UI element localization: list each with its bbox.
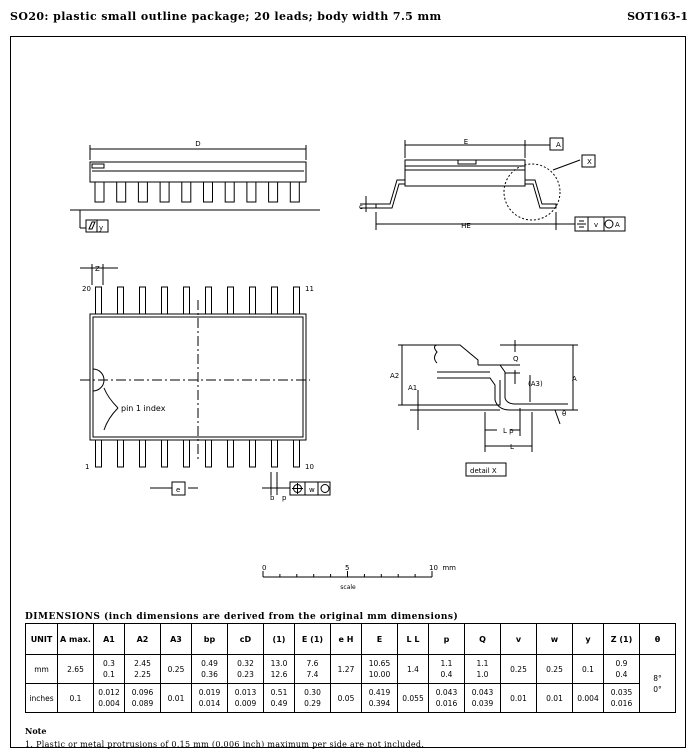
label-b: b	[270, 494, 275, 502]
side-lead	[182, 182, 191, 202]
top-view	[80, 264, 330, 495]
label-c: c	[359, 203, 363, 211]
column-header: A2	[125, 624, 161, 655]
column-header: UNIT	[26, 624, 58, 655]
unit-cell: mm	[26, 655, 58, 684]
note-item: 1. Plastic or metal protrusions of 0.15 mm (0.006 inch) maximum per side are not included.	[25, 740, 425, 749]
top-lead	[206, 287, 212, 314]
top-lead	[228, 287, 234, 314]
column-header: Q	[465, 624, 501, 655]
label-D: D	[195, 140, 201, 148]
table-cell: 0.01	[501, 684, 537, 713]
label-Z: Z	[95, 265, 100, 273]
bottom-lead	[228, 440, 234, 467]
detail-X-view	[398, 340, 578, 476]
top-lead	[250, 287, 256, 314]
table-cell: 10.65 10.00	[362, 655, 398, 684]
scale-caption: scale	[340, 584, 356, 591]
column-header: (1)	[264, 624, 295, 655]
table-cell: 0.012 0.004	[94, 684, 125, 713]
bottom-lead	[96, 440, 102, 467]
table-cell: 0.32 0.23	[228, 655, 264, 684]
end-view	[360, 138, 625, 231]
table-cell: 0.25	[161, 655, 192, 684]
side-lead	[117, 182, 126, 202]
label-p: p	[282, 494, 287, 502]
table-cell: 0.49 0.36	[192, 655, 228, 684]
label-theta: θ	[562, 410, 567, 418]
table-cell: 0.51 0.49	[264, 684, 295, 713]
top-lead	[162, 287, 168, 314]
center-mark-icon	[577, 221, 586, 227]
table-cell: 0.004	[573, 684, 604, 713]
side-lead	[225, 182, 234, 202]
label-A-side: A	[572, 375, 577, 383]
column-header: e H	[331, 624, 362, 655]
side-leads	[95, 182, 299, 202]
table-cell: 0.05	[331, 684, 362, 713]
top-lead	[96, 287, 102, 314]
table-cell: 1.27	[331, 655, 362, 684]
label-E: E	[463, 138, 469, 146]
column-header: E	[362, 624, 398, 655]
package-code: SOT163-1	[627, 10, 688, 23]
column-header: E (1)	[295, 624, 331, 655]
label-pin10: 10	[305, 463, 314, 471]
dimensions-table	[25, 623, 676, 713]
top-lead	[294, 287, 300, 314]
dimensions-title: DIMENSIONS (inch dimensions are derived from the original mm dimensions)	[25, 612, 459, 622]
page-title: SO20: plastic small outline package; 20 leads; body width 7.5 mm	[10, 10, 442, 23]
side-lead	[269, 182, 278, 202]
bottom-lead	[206, 440, 212, 467]
label-v: v	[594, 221, 599, 229]
column-header: y	[573, 624, 604, 655]
label-Lp: L p	[503, 427, 514, 435]
table-cell: 0.419 0.394	[362, 684, 398, 713]
table-cell: 2.45 2.25	[125, 655, 161, 684]
table-cell: 0.01	[161, 684, 192, 713]
bottom-lead	[162, 440, 168, 467]
label-HE: HE	[461, 222, 471, 230]
scale-tick-10: 10 mm	[429, 564, 456, 572]
top-lead	[118, 287, 124, 314]
label-v-ref: A	[615, 221, 620, 229]
label-pin1-index: pin 1 index	[121, 404, 166, 413]
side-lead	[95, 182, 104, 202]
side-body-notch	[92, 164, 104, 168]
column-header: bp	[192, 624, 228, 655]
label-L: L	[510, 443, 514, 451]
column-header: v	[501, 624, 537, 655]
label-detail-X: detail X	[470, 467, 497, 475]
table-cell: 1.4	[398, 655, 429, 684]
scale-tick-5: 5	[345, 564, 350, 572]
top-lead	[272, 287, 278, 314]
column-header: cD	[228, 624, 264, 655]
top-lead	[184, 287, 190, 314]
table-cell: 0.1	[573, 655, 604, 684]
label-X: X	[587, 158, 592, 166]
table-cell: 0.25	[537, 655, 573, 684]
bottom-lead	[250, 440, 256, 467]
side-lead	[138, 182, 147, 202]
table-cell: 0.1	[58, 684, 94, 713]
column-header: A max.	[58, 624, 94, 655]
table-cell: 0.30 0.29	[295, 684, 331, 713]
bottom-lead	[184, 440, 190, 467]
label-pin1: 1	[85, 463, 90, 471]
column-header: A3	[161, 624, 192, 655]
side-lead	[204, 182, 213, 202]
table-cell: 0.25	[501, 655, 537, 684]
table-cell: 13.0 12.6	[264, 655, 295, 684]
table-cell: 0.3 0.1	[94, 655, 125, 684]
label-e: e	[176, 486, 181, 494]
column-header: w	[537, 624, 573, 655]
table-row	[26, 655, 676, 684]
label-w: w	[309, 486, 315, 494]
label-y: y	[99, 224, 104, 232]
label-pin20: 20	[82, 285, 91, 293]
unit-cell: inches	[26, 684, 58, 713]
table-cell: 1.1 1.0	[465, 655, 501, 684]
table-cell: 0.043 0.016	[429, 684, 465, 713]
label-A-box: A	[556, 141, 561, 149]
table-cell: 0.035 0.016	[604, 684, 640, 713]
theta-cell: 8° 0°	[640, 655, 676, 713]
bottom-lead	[140, 440, 146, 467]
table-cell: 0.055	[398, 684, 429, 713]
bottom-lead	[294, 440, 300, 467]
column-header: θ	[640, 624, 676, 655]
bottom-lead	[272, 440, 278, 467]
table-cell: 0.9 0.4	[604, 655, 640, 684]
table-cell: 0.01	[537, 684, 573, 713]
table-row	[26, 684, 676, 713]
top-lead	[140, 287, 146, 314]
side-body	[90, 162, 306, 182]
label-Q: Q	[513, 355, 519, 363]
table-cell: 0.013 0.009	[228, 684, 264, 713]
table-cell: 7.6 7.4	[295, 655, 331, 684]
column-header: A1	[94, 624, 125, 655]
label-A1: A1	[408, 384, 418, 392]
table-cell: 0.019 0.014	[192, 684, 228, 713]
note-title: Note	[25, 726, 47, 736]
side-lead	[247, 182, 256, 202]
table-cell: 1.1 0.4	[429, 655, 465, 684]
side-lead	[160, 182, 169, 202]
column-header: p	[429, 624, 465, 655]
table-cell: 0.043 0.039	[465, 684, 501, 713]
label-pin11: 11	[305, 285, 314, 293]
column-header: Z (1)	[604, 624, 640, 655]
column-header: L L	[398, 624, 429, 655]
table-cell: 0.096 0.089	[125, 684, 161, 713]
label-A2: A2	[390, 372, 400, 380]
side-view	[70, 145, 320, 232]
bottom-lead	[118, 440, 124, 467]
table-cell: 2.65	[58, 655, 94, 684]
detail-X-circle	[504, 164, 560, 220]
label-A3: (A3)	[528, 380, 543, 388]
scale-tick-0: 0	[262, 564, 267, 572]
side-lead	[290, 182, 299, 202]
